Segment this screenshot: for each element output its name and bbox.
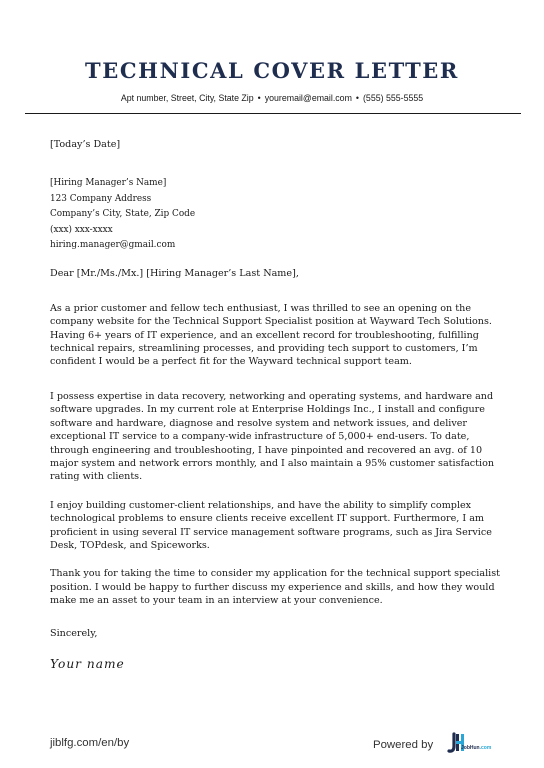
contact-separator: • bbox=[257, 93, 261, 103]
contact-line bbox=[0, 93, 544, 103]
contact-email[interactable]: youremail@email.com bbox=[264, 93, 352, 103]
contact-phone: (555) 555-5555 bbox=[363, 93, 424, 103]
document-title: TECHNICAL COVER LETTER bbox=[85, 58, 459, 83]
body-paragraph-3: I enjoy building customer-client relationships, and have the ability to simplify complex technological problems to ensure clients receive excellent IT support. Furthermore, I am proficient in using several IT service management software programs, such as Jira Service Desk, TOPdesk, and Spiceworks. bbox=[50, 499, 492, 551]
letter-date: [Today’s Date] bbox=[50, 139, 121, 150]
logo-wordmark bbox=[461, 745, 491, 751]
recipient-email: hiring.manager@gmail.com bbox=[50, 240, 176, 251]
body-paragraph-4: Thank you for taking the time to consider my application for the technical support specialist position. I would be happy to further discuss my experience and skills, and how they would make me an asset to your team in an interview at your convenience. bbox=[50, 568, 500, 607]
body-paragraph-1: As a prior customer and fellow tech enthusiast, I was thrilled to see an opening on the company website for the Technical Support Specialist position at Wayward Tech Solutions. Having 6+ years of IT experience, and an excellent record for troubleshooting, fulfilling technical repairs, streamlining processes, and providing tech support to customers, I’m confident I would be a perfect fit for the Wayward technical support team. bbox=[50, 302, 492, 368]
contact-address: Apt number, Street, City, State Zip bbox=[120, 93, 254, 103]
jobhun-logo-icon[interactable] bbox=[447, 730, 513, 756]
letter-body bbox=[50, 138, 510, 671]
signature-name: Your name bbox=[50, 656, 125, 671]
body-paragraph-2: I possess expertise in data recovery, networking and operating systems, and hardware and software upgrades. In my current role at Enterprise Holdings Inc., I install and configure software and hardware, diagnose and resolve system and network issues, and deliver exceptional IT service to a company-wide infrastructure of 5,000+ end-users. To date, through engineering and troubleshooting, I have pinpointed and recovered an avg. of 10 major system and network errors monthly, and I also maintain a 95% customer satisfaction rating with clients. bbox=[50, 390, 495, 483]
closing: Sincerely, bbox=[50, 627, 98, 639]
recipient-phone: (xxx) xxx-xxxx bbox=[50, 224, 113, 235]
salutation: Dear [Mr./Ms./Mx.] [Hiring Manager’s Last Name], bbox=[50, 268, 299, 280]
recipient-block bbox=[50, 176, 510, 253]
header-divider bbox=[25, 113, 521, 114]
footer-link[interactable]: jiblfg.com/en/by bbox=[50, 737, 130, 749]
recipient-city: Company’s City, State, Zip Code bbox=[50, 209, 196, 220]
recipient-name: [Hiring Manager’s Name] bbox=[50, 178, 167, 189]
logo-brand-suffix: .com bbox=[479, 745, 492, 751]
powered-by-label: Powered by bbox=[373, 739, 434, 751]
logo-brand: JobHun bbox=[461, 745, 480, 751]
contact-separator: • bbox=[355, 93, 359, 103]
recipient-address: 123 Company Address bbox=[50, 193, 152, 204]
